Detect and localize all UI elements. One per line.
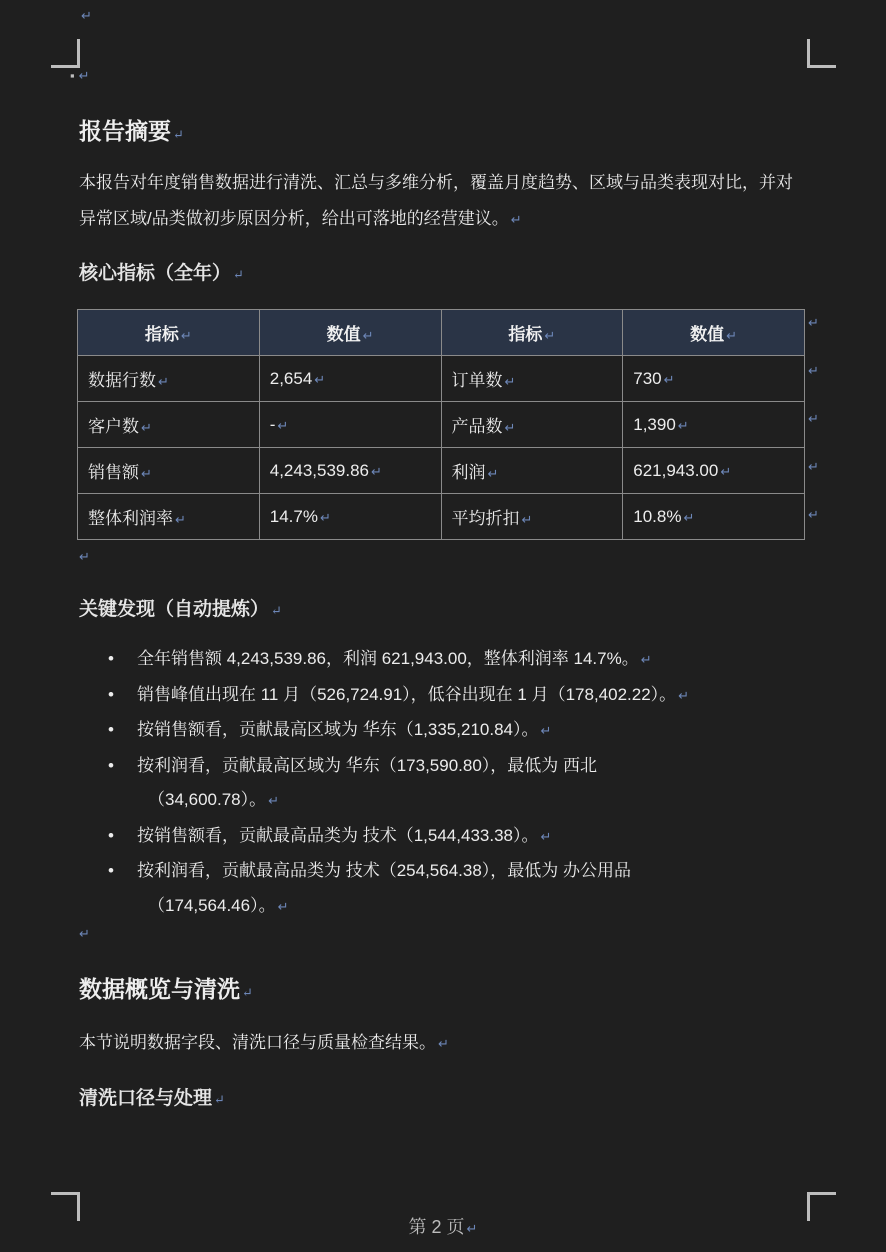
list-item-continuation: [137, 889, 799, 925]
list-item-continuation: [137, 783, 799, 819]
paragraph-mark-icon: ↵: [158, 374, 169, 389]
list-item[interactable]: [79, 678, 799, 714]
table-cell[interactable]: [441, 356, 623, 402]
cell-text: 订单数: [451, 371, 503, 390]
paragraph-mark-icon: ↵: [242, 986, 253, 1001]
cell-text: 4,243,539.86: [269, 460, 370, 480]
paragraph-mark-icon: ↵: [81, 8, 92, 23]
page-corner-top-right: [807, 39, 836, 68]
paragraph-mark-icon: ↵: [78, 68, 90, 83]
paragraph-mark-icon: ↵: [141, 466, 152, 481]
table-cell[interactable]: [259, 448, 441, 494]
paragraph-mark-icon: ↵: [277, 417, 289, 433]
table-header-row: [78, 310, 805, 356]
cell-text: 平均折扣: [451, 509, 520, 528]
cell-text: 整体利润率: [88, 509, 173, 528]
cell-text: 730: [633, 368, 662, 388]
paragraph-mark-icon: ↵: [487, 466, 499, 481]
paragraph-mark-icon: ↵: [314, 371, 326, 387]
table-cell[interactable]: [441, 448, 623, 494]
paragraph-mark-icon: ↵: [504, 420, 516, 435]
paragraph-mark-icon: ↵: [214, 1093, 225, 1108]
paragraph-mark-icon: ↵: [677, 417, 689, 433]
table-cell[interactable]: [441, 402, 623, 448]
findings-list: [79, 642, 799, 924]
page-footer: [0, 1213, 886, 1239]
paragraph-mark-icon: ↵: [544, 328, 556, 343]
paragraph-mark-icon: ↵: [640, 652, 652, 667]
row-end-mark-icon: ↵: [808, 411, 819, 426]
findings-title[interactable]: [79, 596, 282, 625]
paragraph-mark-icon: ↵: [271, 604, 282, 619]
table-cell[interactable]: [78, 402, 260, 448]
paragraph-mark-icon: ↵: [504, 374, 516, 389]
metrics-table[interactable]: [77, 309, 805, 540]
paragraph-mark-icon: ↵: [180, 328, 192, 343]
summary-text: 本报告对年度销售数据进行清洗、汇总与多维分析，覆盖月度趋势、区域与品类表现对比，并对异常区域/品类做初步原因分析，给出可落地的经营建议。: [79, 173, 793, 228]
list-item[interactable]: [79, 819, 799, 855]
paragraph-mark-icon: ↵: [678, 687, 690, 703]
list-item-text: （34,600.78）。: [148, 790, 267, 809]
list-item-text: （174,564.46）。: [148, 895, 276, 915]
header-text: 数值: [690, 325, 725, 344]
section-title-text: 报告摘要: [79, 118, 171, 145]
paragraph-mark-icon: ↵: [663, 371, 675, 387]
cleaning-subtitle[interactable]: [79, 1085, 225, 1114]
paragraph-mark-icon: ↵: [277, 898, 289, 914]
paragraph-mark-icon: ↵: [233, 268, 244, 283]
table-cell[interactable]: [78, 356, 260, 402]
header-text: 指标: [508, 325, 543, 344]
list-item-text: 按销售额看，贡献最高品类为 技术（1,544,433.38）。: [137, 825, 539, 845]
paragraph-mark-icon: ↵: [175, 512, 186, 527]
table-row: [78, 356, 805, 402]
paragraph-mark-icon: ↵: [319, 509, 331, 525]
table-row: [78, 494, 805, 540]
page-corner-top-left: [51, 39, 80, 68]
overview-text: 本节说明数据字段、清洗口径与质量检查结果。: [79, 1033, 436, 1052]
page-number-label: 第 2 页: [408, 1217, 465, 1237]
header-text: 指标: [144, 325, 179, 344]
table-cell[interactable]: [259, 494, 441, 540]
table-header-cell[interactable]: [259, 310, 441, 356]
paragraph-mark-icon: ↵: [521, 512, 533, 527]
cell-text: 客户数: [88, 417, 139, 436]
section-title-data-overview[interactable]: [79, 975, 253, 1009]
cell-text: 2,654: [269, 368, 313, 388]
cell-text: 10.8%: [633, 506, 682, 526]
list-item[interactable]: [79, 642, 799, 678]
paragraph-mark-icon: ↵: [79, 926, 90, 941]
paragraph-mark-icon: ↵: [173, 128, 184, 143]
paragraph-mark-icon: ↵: [362, 328, 374, 343]
paragraph-mark-icon: ↵: [371, 463, 382, 479]
table-cell[interactable]: [441, 494, 623, 540]
cell-text: 销售额: [88, 463, 139, 482]
section-title-text: 数据概览与清洗: [79, 976, 240, 1003]
list-item-text: 全年销售额 4,243,539.86，利润 621,943.00，整体利润率 14.7%。: [137, 649, 639, 668]
findings-title-text: 关键发现（自动提炼）: [79, 598, 270, 620]
table-header-cell[interactable]: [623, 310, 805, 356]
cell-text: -: [269, 414, 276, 434]
table-header-cell[interactable]: [441, 310, 623, 356]
table-row: [78, 448, 805, 494]
paragraph-mark-icon: ↵: [466, 1221, 478, 1236]
table-row: [78, 402, 805, 448]
row-end-mark-icon: ↵: [808, 315, 819, 330]
paragraph-mark-icon: ↵: [540, 723, 552, 738]
table-cell[interactable]: [78, 494, 260, 540]
paragraph-mark-icon: ↵: [79, 549, 90, 564]
paragraph-mark-icon: ↵: [726, 328, 738, 343]
cell-text: 14.7%: [269, 506, 318, 526]
metrics-title[interactable]: [79, 260, 244, 289]
paragraph-mark-icon: ↵: [540, 828, 552, 844]
overview-paragraph[interactable]: [79, 1025, 799, 1062]
metrics-title-text: 核心指标（全年）: [79, 262, 232, 284]
paragraph-mark-icon: ↵: [720, 463, 732, 479]
paragraph-mark-icon: ↵: [510, 212, 522, 227]
table-cell[interactable]: [623, 448, 805, 494]
table-cell[interactable]: [623, 494, 805, 540]
table-header-cell[interactable]: [78, 310, 260, 356]
cell-text: 1,390: [633, 414, 676, 434]
table-cell[interactable]: [259, 356, 441, 402]
row-end-mark-icon: ↵: [808, 363, 819, 378]
list-item-text: 按利润看，贡献最高区域为 华东（173,590.80），最低为 西北: [137, 755, 598, 775]
list-item[interactable]: [79, 713, 799, 749]
row-end-mark-icon: ↵: [808, 507, 819, 522]
cell-text: 产品数: [451, 417, 503, 436]
list-item-text: 按利润看，贡献最高品类为 技术（254,564.38），最低为 办公用品: [137, 861, 632, 880]
cleaning-subtitle-text: 清洗口径与处理: [79, 1087, 213, 1109]
table-cell[interactable]: [259, 402, 441, 448]
cell-text: 数据行数: [88, 371, 156, 390]
paragraph-mark-icon: ↵: [683, 509, 695, 525]
list-item-text: 按销售额看，贡献最高区域为 华东（1,335,210.84）。: [137, 720, 539, 739]
row-end-mark-icon: ↵: [808, 459, 819, 474]
cursor-paragraph: ▪ ↵: [70, 68, 90, 83]
table-cell[interactable]: [623, 356, 805, 402]
list-item[interactable]: [79, 749, 799, 819]
cell-text: 利润: [451, 463, 486, 482]
paragraph-mark-icon: ↵: [268, 793, 280, 808]
cell-text: 621,943.00: [633, 460, 719, 480]
table-cell[interactable]: [78, 448, 260, 494]
summary-paragraph[interactable]: [79, 165, 799, 238]
section-title-summary[interactable]: [79, 117, 184, 151]
list-item[interactable]: [79, 854, 799, 924]
header-text: 数值: [326, 325, 361, 344]
paragraph-mark-icon: ↵: [141, 420, 152, 435]
table-cell[interactable]: [623, 402, 805, 448]
paragraph-mark-icon: ↵: [438, 1036, 449, 1051]
list-item-text: 销售峰值出现在 11 月（526,724.91），低谷出现在 1 月（178,402.22）。: [137, 684, 677, 704]
